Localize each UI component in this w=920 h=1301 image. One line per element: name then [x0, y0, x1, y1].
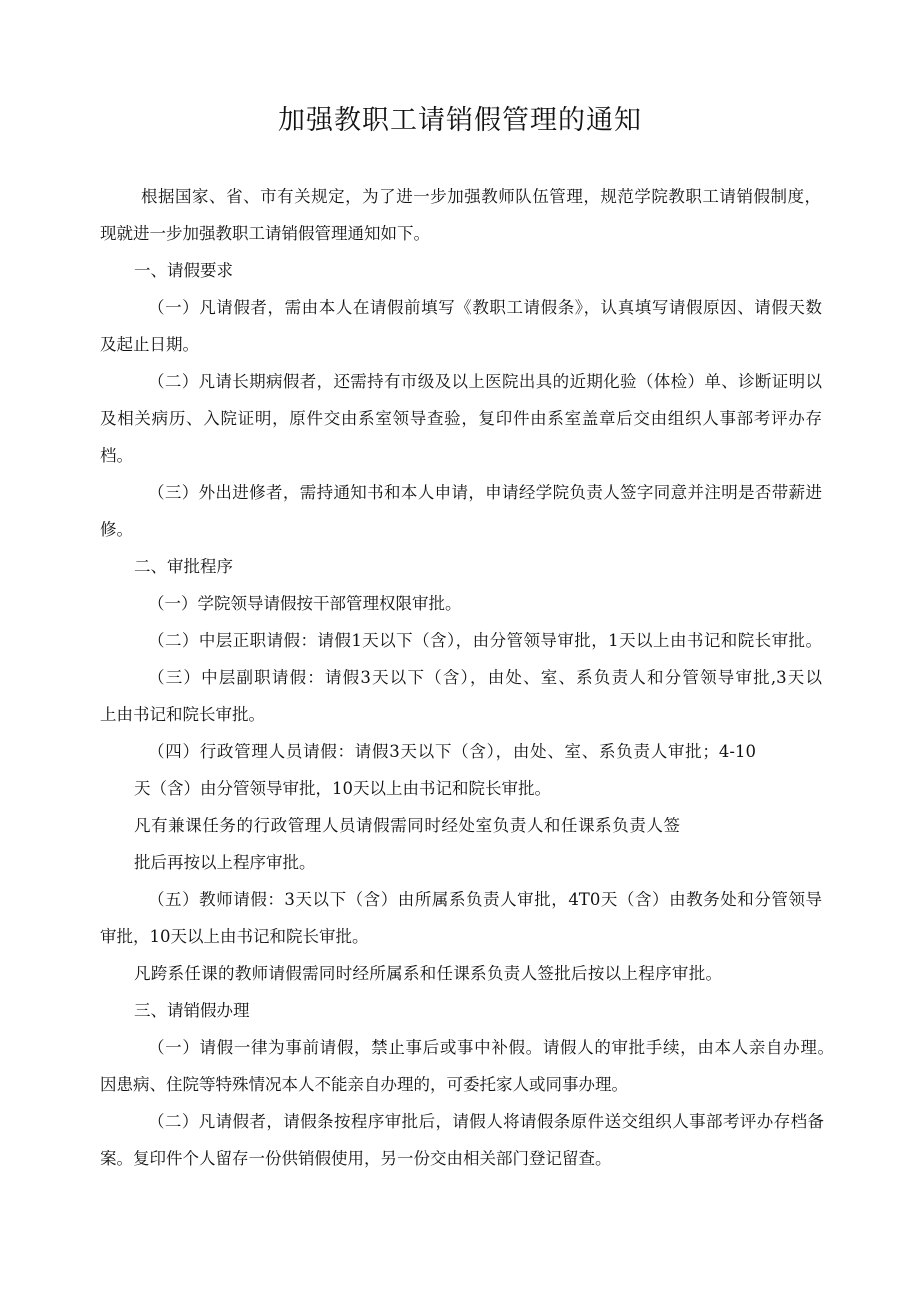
paragraph-line: 根据国家、省、市有关规定，为了进一步加强教师队伍管理，规范学院教职工请销假制度，: [141, 187, 821, 206]
section-heading: 一、请假要求: [134, 261, 233, 280]
section-heading: 二、审批程序: [134, 557, 233, 576]
paragraph-line: （三）外出进修者，需持通知书和本人申请，申请经学院负责人签字同意并注明是否带薪进: [148, 483, 822, 502]
paragraph-line: 凡有兼课任务的行政管理人员请假需同时经处室负责人和任课系负责人签: [134, 816, 680, 835]
paragraph-line: 因患病、住院等特殊情况本人不能亲自办理的，可委托家人或同事办理。: [100, 1075, 628, 1094]
paragraph-line: 及相关病历、入院证明，原件交由系室领导查验，复印件由系室盖章后交由组织人事部考评办存: [100, 409, 822, 428]
paragraph-line: 审批，10天以上由书记和院长审批。: [100, 927, 369, 946]
paragraph-line: 上由书记和院长审批。: [100, 705, 265, 724]
paragraph-line: （一）请假一律为事前请假，禁止事后或事中补假。请假人的审批手续，由本人亲自办理。: [148, 1038, 834, 1057]
paragraph-line: （二）凡请长期病假者，还需持有市级及以上医院出具的近期化验（体检）单、诊断证明以: [148, 372, 822, 391]
paragraph-line: （三）中层副职请假：请假3天以下（含），由处、室、系负责人和分管领导审批,3天以: [148, 668, 822, 687]
paragraph-line: 天（含）由分管领导审批，10天以上由书记和院长审批。: [134, 779, 551, 798]
paragraph-line: 及起止日期。: [100, 335, 199, 354]
paragraph-line: （一）学院领导请假按干部管理权限审批。: [148, 594, 462, 613]
paragraph-line: （五）教师请假：3天以下（含）由所属系负责人审批，4T0天（含）由教务处和分管领导: [148, 890, 822, 909]
paragraph-line: 案。复印件个人留存一份供销假使用，另一份交由相关部门登记留查。: [100, 1149, 612, 1168]
paragraph-line: 现就进一步加强教职工请销假管理通知如下。: [100, 224, 430, 243]
paragraph-line: 修。: [100, 520, 133, 539]
paragraph-line: 凡跨系任课的教师请假需同时经所属系和任课系负责人签批后按以上程序审批。: [134, 964, 722, 983]
section-heading: 三、请销假办理: [134, 1001, 250, 1020]
paragraph-line: 档。: [100, 446, 133, 465]
paragraph-line: （二）中层正职请假：请假1天以下（含），由分管领导审批，1天以上由书记和院长审批。: [148, 631, 822, 650]
document-title: 加强教职工请销假管理的通知: [278, 105, 642, 136]
paragraph-line: 批后再按以上程序审批。: [134, 853, 316, 872]
paragraph-line: （四）行政管理人员请假：请假3天以下（含），由处、室、系负责人审批；4-10: [148, 742, 756, 761]
paragraph-line: （一）凡请假者，需由本人在请假前填写《教职工请假条》，认真填写请假原因、请假天数: [148, 298, 822, 317]
paragraph-line: （二）凡请假者，请假条按程序审批后，请假人将请假条原件送交组织人事部考评办存档备: [148, 1112, 824, 1131]
